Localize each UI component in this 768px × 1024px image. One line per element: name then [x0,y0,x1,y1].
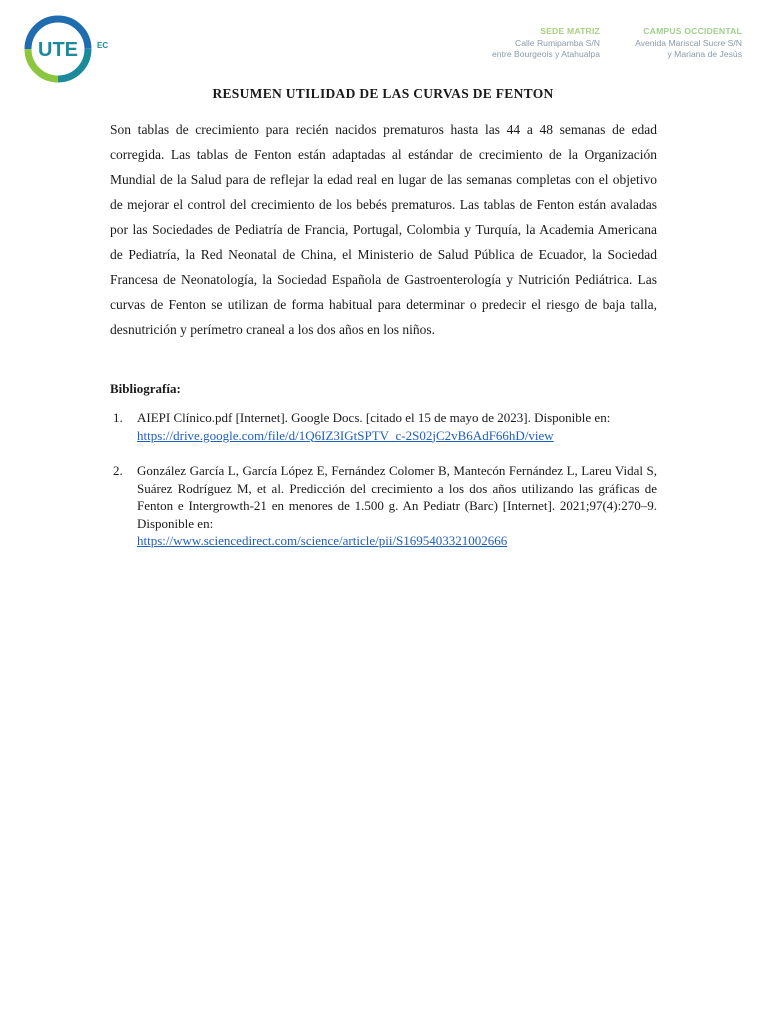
document-title: RESUMEN UTILIDAD DE LAS CURVAS DE FENTON [212,86,554,101]
reference-number: 1. [113,410,123,425]
logo-text: UTE [38,39,78,61]
reference-number: 2. [113,463,123,478]
sede-matriz-title: SEDE MATRIZ [540,26,600,36]
campus-occidental-line1: Avenida Mariscal Sucre S/N [635,37,742,48]
ute-logo [22,14,114,84]
sede-matriz-line2: entre Bourgeois y Atahualpa [492,49,600,59]
reference-text: González García L, García López E, Fernández Colomer B, Mantecón Fernández L, Lareu Vidal S, Suárez Rodríguez M, et al. Predicción del crecimiento a los dos años utilizando las gráficas de Fenton e Intergrowth-21 en menores de 1.500 g. An Pediatr (Barc) [Internet]. 2021;97(4):270–9. Disponible en: [137,463,657,531]
sede-matriz-line1: Calle Rumipamba S/N [514,37,600,48]
reference-link[interactable]: https://www.sciencedirect.com/science/article/pii/S1695403321002666 [137,533,508,548]
campus-occidental-line2: y Mariana de Jesús [667,49,742,59]
campus-occidental-address [635,26,742,61]
summary-paragraph: Son tablas de crecimiento para recién nacidos prematuros hasta las 44 a 48 semanas de edad corregida. Las tablas de Fenton están adaptadas al estándar de crecimiento de la Organización Mundial de la Salud para de reflejar la edad real en lugar de las semanas completas con el objetivo de mejorar el control del crecimiento de los bebés prematuros. Las tablas de Fenton están avaladas por las Sociedades de Pediatría de Francia, Portugal, Colombia y Turquía, la Academia Americana de Pediatría, la Red Neonatal de China, el Ministerio de Salud Pública de Ecuador, la Sociedad Francesa de Neonatología, la Sociedad Española de Gastroenterología y Nutrición Pediátrica. Las curvas de Fenton se utilizan de forma habitual para determinar o predecir el riesgo de baja talla, desnutrición y perímetro craneal a los dos años en los niños. [110,122,657,337]
bibliography-list [110,409,657,568]
logo-suffix: EC [97,41,109,50]
campus-occidental-title: CAMPUS OCCIDENTAL [643,26,742,36]
reference-item [110,409,657,444]
reference-text: AIEPI Clínico.pdf [Internet]. Google Docs. [citado el 15 de mayo de 2023]. Disponible en: [137,410,611,425]
reference-item [110,462,657,550]
reference-link[interactable]: https://drive.google.com/file/d/1Q6IZ3IGtSPTV_c-2S02jC2vB6AdF66hD/view [137,427,554,443]
sede-matriz-address [492,26,600,61]
bibliography-heading: Bibliografía: [110,381,181,396]
page-header [0,0,768,90]
